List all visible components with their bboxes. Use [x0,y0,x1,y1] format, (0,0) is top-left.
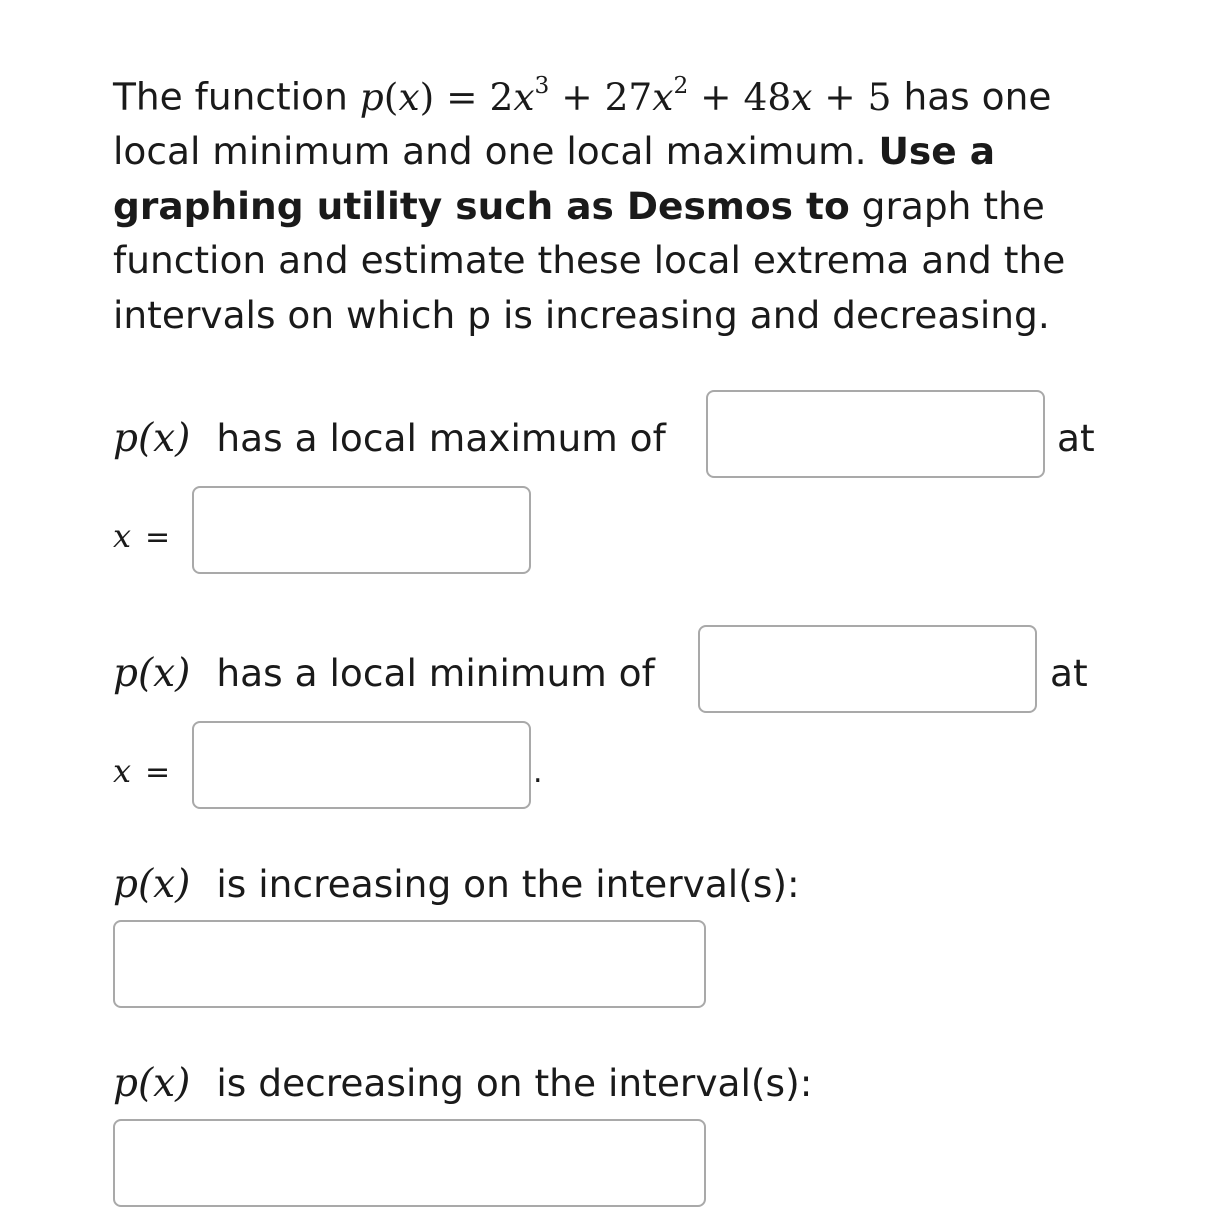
func-label: p(x) [113,416,191,461]
statement-text-2: graph the function and estimate these local extrema and the intervals on which p is increasing and decreasing. [113,183,1066,337]
at-label: at [1050,651,1088,695]
coef-a: 2 [489,74,514,119]
at-label: at [1057,416,1095,460]
equals-sign: = [145,755,171,790]
func-var: x [398,74,420,119]
problem-statement [113,62,1113,342]
increasing-text: is increasing on the interval(s): [216,862,800,906]
func-label: p(x) [113,651,191,696]
decreasing-row [113,1059,812,1108]
increasing-row [113,860,800,909]
local-min-value-input[interactable] [698,625,1037,713]
x-label: x [113,752,132,790]
term-a-var: x [513,74,535,119]
local-max-value-input[interactable] [706,390,1045,478]
func-label: p(x) [113,862,191,907]
func-name: p [359,74,384,119]
term-c-var: x [791,74,813,119]
local-min-row [113,649,655,698]
statement-bold-text: Use a graphing utility such as Desmos to [113,129,996,228]
coef-c: 48 [743,74,792,119]
term-b-var: x [652,74,674,119]
function-formula: $p(x) = 2x^3 + 27x^2 + 48x + 5$ [359,71,892,119]
local-max-text: has a local maximum of [216,416,666,460]
constant-term: 5 [867,74,892,119]
local-min-x-input[interactable] [192,721,531,809]
local-max-x-input[interactable] [192,486,531,574]
exp-b: 2 [673,71,689,99]
decreasing-text: is decreasing on the interval(s): [216,1061,813,1105]
period-mark: . [533,755,543,790]
local-min-text: has a local minimum of [216,651,655,695]
local-max-x-row [113,516,170,558]
local-min-x-row [113,751,170,793]
exp-a: 3 [534,71,550,99]
decreasing-intervals-input[interactable] [113,1119,706,1207]
increasing-intervals-input[interactable] [113,920,706,1008]
x-label: x [113,517,132,555]
intro-text: The function [113,74,348,119]
statement-text-1: has one local minimum and one local maximum. [113,74,1052,173]
local-max-row [113,414,666,463]
func-label: p(x) [113,1061,191,1106]
equals-sign: = [145,520,171,555]
coef-b: 27 [604,74,653,119]
